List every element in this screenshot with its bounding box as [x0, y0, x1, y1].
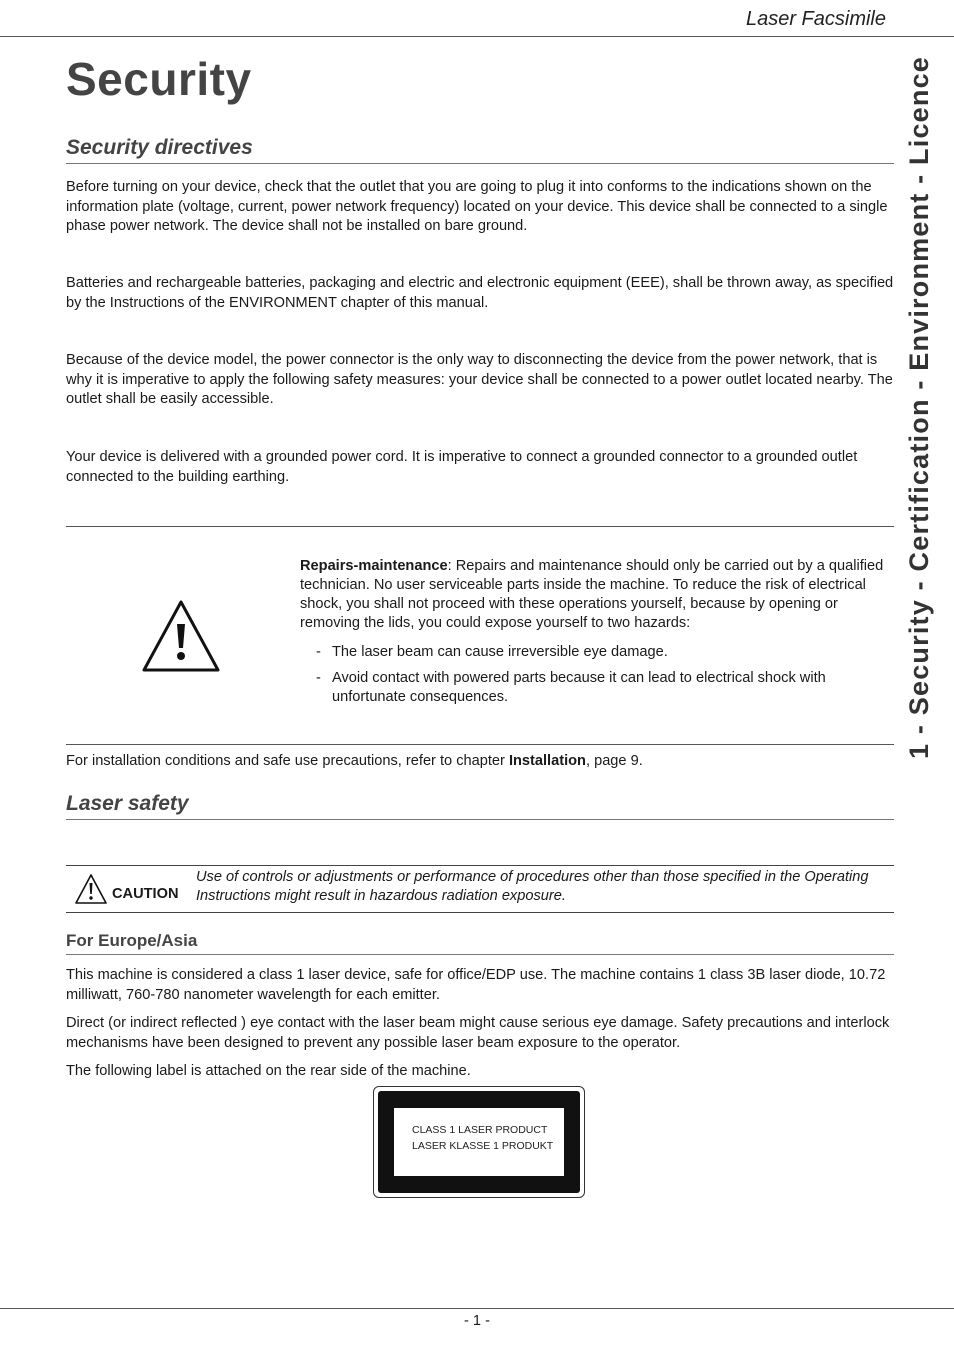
label-location-paragraph: The following label is attached on the rear side of the machine.	[66, 1063, 471, 1079]
directive-paragraph-power-connector: Because of the device model, the power connector is the only way to disconnecting the device from the power network, that is why it is imperative to apply the following safety measures: your device shall be connected to a power outlet located nearby. The outlet shall be easily accessible.	[66, 352, 893, 407]
caution-text: Use of controls or adjustments or performance of procedures other than those specified in the Operating Instructions might result in hazardous radiation exposure.	[196, 869, 869, 904]
running-header: Laser Facsimile	[745, 8, 886, 30]
warning-triangle-icon	[140, 598, 222, 674]
repairs-maintenance-lead: Repairs-maintenance	[300, 558, 448, 574]
laser-class-paragraph: This machine is considered a class 1 laser device, safe for office/EDP use. The machine contains 1 class 3B laser diode, 10.72 milliwatt, 760-780 nanometer wavelength for each emitter.	[66, 967, 886, 1003]
security-directives-heading: Security directives	[66, 136, 894, 164]
laser-label-line-1: CLASS 1 LASER PRODUCT	[412, 1124, 548, 1136]
list-item: - Avoid contact with powered parts because it can lead to electrical shock with unfortunate consequences.	[316, 670, 826, 705]
footer-rule	[0, 1308, 954, 1309]
page-title: Security	[66, 53, 252, 105]
caution-label: CAUTION	[112, 886, 179, 902]
warning-bottom-rule	[66, 744, 894, 745]
eye-contact-paragraph: Direct (or indirect reflected ) eye contact with the laser beam might cause serious eye damage. Safety precautions and interlock mechanisms have been designed to prevent any possible laser beam exposure to the operator.	[66, 1015, 890, 1051]
laser-safety-heading: Laser safety	[66, 792, 894, 820]
directive-paragraph-outlet: Before turning on your device, check that the outlet that you are going to plug it into conforms to the indications shown on the information plate (voltage, current, power network frequency) located on your device. This device shall be connected to a single phase power network. The device shall not be installed on bare ground.	[66, 179, 888, 234]
installation-note: For installation conditions and safe use precautions, refer to chapter Installation, page 9.	[66, 753, 643, 769]
laser-label-line-2: LASER KLASSE 1 PRODUKT	[412, 1140, 554, 1152]
chapter-side-tab	[896, 56, 942, 760]
installation-chapter-ref: Installation	[508, 753, 586, 769]
chapter-side-tab-label: 1 - Security - Certification - Environment - Licence	[903, 56, 934, 760]
laser-product-label	[373, 1086, 585, 1198]
repairs-maintenance-text	[300, 557, 894, 633]
hazard-list	[316, 643, 894, 714]
directive-paragraph-grounding: Your device is delivered with a grounded power cord. It is imperative to connect a grounded connector to a grounded outlet connected to the building earthing.	[66, 449, 858, 485]
warning-top-rule	[66, 526, 894, 527]
caution-box	[66, 865, 894, 913]
list-item: - The laser beam can cause irreversible eye damage.	[316, 644, 668, 660]
header-rule	[0, 36, 954, 37]
directive-paragraph-batteries: Batteries and rechargeable batteries, packaging and electric and electronic equipment (EEE), shall be thrown away, as specified by the Instructions of the ENVIRONMENT chapter of this manual.	[66, 275, 894, 311]
caution-triangle-icon	[74, 873, 108, 905]
europe-asia-heading: For Europe/Asia	[66, 931, 894, 955]
page-number: - 1 -	[464, 1313, 490, 1329]
repairs-maintenance-body: : Repairs and maintenance should only be carried out by a qualified technician. No user serviceable parts inside the machine. To reduce the risk of electrical shock, you shall not proceed with these operations yourself, because by opening or removing the lids, you could expose yourself to two hazards:	[300, 558, 884, 631]
